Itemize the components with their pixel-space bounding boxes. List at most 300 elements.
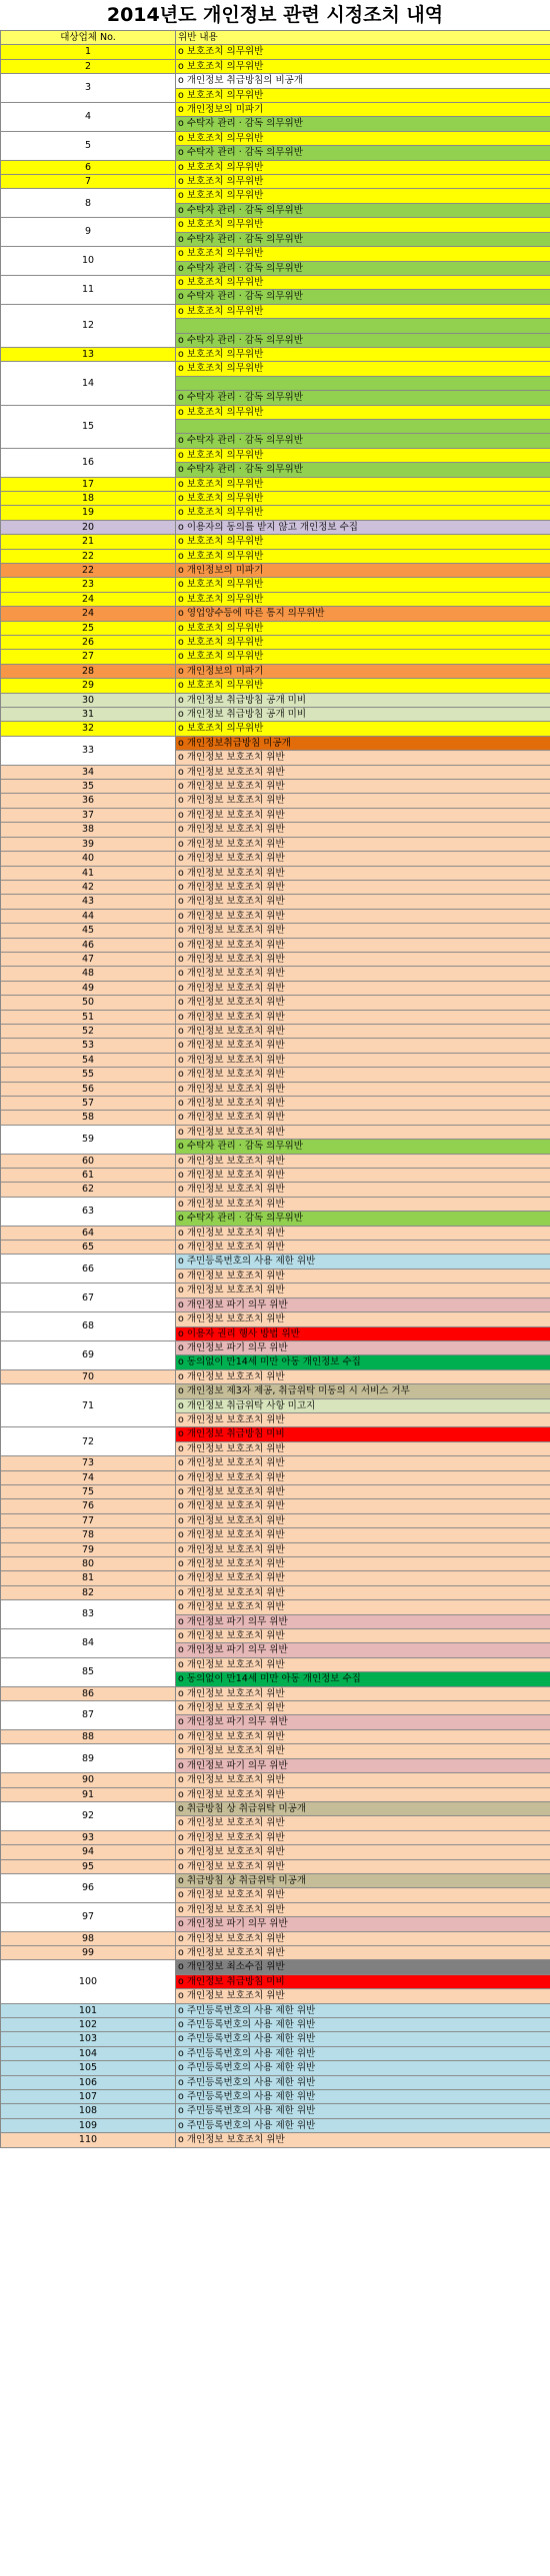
- violation-text: o 개인정보 보호조치 위반: [176, 808, 550, 822]
- table-row: [1, 1470, 550, 1484]
- table-row: [1, 2018, 550, 2032]
- table-row: [1, 1456, 550, 1470]
- table-row: [1, 218, 550, 232]
- table-row: [1, 1830, 550, 1844]
- violation-text: o 수탁자 관리 · 감독 의무위반: [176, 463, 550, 477]
- company-number: 46: [1, 938, 176, 952]
- violation-text: o 보호조치 의무위반: [176, 189, 550, 203]
- company-number: 67: [1, 1284, 176, 1312]
- company-number: 16: [1, 448, 176, 477]
- table-row: [1, 2090, 550, 2104]
- violation-text: o 보호조치 의무위반: [176, 549, 550, 563]
- violation-text: o 개인정보 보호조치 위반: [176, 1571, 550, 1585]
- table-row: [1, 1801, 550, 1815]
- company-number: 22: [1, 563, 176, 577]
- violation-text: o 개인정보 보호조치 위반: [176, 1111, 550, 1125]
- violation-text: o 개인정보 보호조치 위반: [176, 1226, 550, 1240]
- table-row: [1, 967, 550, 981]
- violation-text: o 개인정보 보호조치 위반: [176, 1082, 550, 1096]
- violation-text: o 개인정보 보호조치 위반: [176, 924, 550, 938]
- violation-text: o 개인정보 보호조치 위반: [176, 1499, 550, 1513]
- company-number: 99: [1, 1945, 176, 1959]
- violation-text: o 보호조치 의무위반: [176, 592, 550, 606]
- violation-text: o 개인정보 제3자 제공, 취급위탁 미동의 시 서비스 거부: [176, 1384, 550, 1398]
- table-row: [1, 491, 550, 505]
- violation-text: o 개인정보 보호조치 위반: [176, 1470, 550, 1484]
- company-number: 22: [1, 549, 176, 563]
- company-number: 59: [1, 1125, 176, 1154]
- violation-text: o 개인정보 보호조치 위반: [176, 1845, 550, 1859]
- table-row: [1, 895, 550, 909]
- company-number: 39: [1, 837, 176, 851]
- violation-text: o 개인정보 보호조치 위반: [176, 1284, 550, 1297]
- table-header-row: [1, 31, 550, 45]
- company-number: 2: [1, 59, 176, 73]
- violation-text: o 개인정보 보호조치 위반: [176, 1686, 550, 1700]
- table-row: [1, 1197, 550, 1211]
- table-row: [1, 1513, 550, 1527]
- violation-text: o 보호조치 의무위반: [176, 448, 550, 462]
- company-number: 64: [1, 1226, 176, 1240]
- table-row: [1, 1557, 550, 1571]
- violation-text: o 개인정보 보호조치 위반: [176, 1010, 550, 1024]
- company-number: 106: [1, 2075, 176, 2089]
- violation-text: o 개인정보 보호조치 위반: [176, 1859, 550, 1873]
- violation-text: o 보호조치 의무위반: [176, 362, 550, 376]
- violation-text: o 개인정보 보호조치 위반: [176, 1125, 550, 1139]
- violation-text: o 주민등록번호의 사용 제한 위반: [176, 2003, 550, 2017]
- company-number: 74: [1, 1470, 176, 1484]
- company-number: 85: [1, 1657, 176, 1686]
- table-row: [1, 1284, 550, 1297]
- table-row: [1, 650, 550, 664]
- violation-text: o 개인정보 보호조치 위반: [176, 1441, 550, 1455]
- table-row: [1, 1701, 550, 1715]
- violation-text: o 취급방침 상 취급위탁 미공개: [176, 1873, 550, 1887]
- violation-text: o 보호조치 의무위반: [176, 679, 550, 693]
- table-row: [1, 708, 550, 722]
- violation-text: o 주민등록번호의 사용 제한 위반: [176, 2061, 550, 2075]
- violation-text: o 개인정보 보호조치 위반: [176, 1024, 550, 1038]
- table-row: [1, 477, 550, 491]
- table-row: [1, 1657, 550, 1671]
- company-number: 38: [1, 823, 176, 837]
- table-row: [1, 1039, 550, 1053]
- company-number: 56: [1, 1082, 176, 1096]
- table-row: [1, 1024, 550, 1038]
- violation-text: o 주민등록번호의 사용 제한 위반: [176, 2104, 550, 2118]
- violation-text: o 개인정보 보호조치 위반: [176, 751, 550, 765]
- violation-text: o 보호조치 의무위반: [176, 636, 550, 650]
- violation-text: o 보호조치 의무위반: [176, 160, 550, 174]
- table-row: [1, 520, 550, 534]
- table-row: [1, 131, 550, 145]
- table-row: [1, 2075, 550, 2089]
- violation-text: o 개인정보 취급방침 공개 미비: [176, 693, 550, 707]
- company-number: 13: [1, 347, 176, 361]
- company-number: 48: [1, 967, 176, 981]
- violation-text: o 개인정보의 미파기: [176, 664, 550, 678]
- table-row: [1, 880, 550, 894]
- violation-text: o 보호조치 의무위반: [176, 59, 550, 73]
- table-row: [1, 2061, 550, 2075]
- violation-text: o 개인정보 보호조치 위반: [176, 1989, 550, 2003]
- table-row: [1, 722, 550, 736]
- table-row: [1, 1068, 550, 1082]
- table-row: [1, 1945, 550, 1959]
- company-number: 17: [1, 477, 176, 491]
- table-row: [1, 924, 550, 938]
- violation-text: o 동의없이 만14세 미만 아동 개인정보 수집: [176, 1355, 550, 1369]
- violation-text: o 개인정보 보호조치 위반: [176, 1241, 550, 1255]
- company-number: 96: [1, 1873, 176, 1902]
- company-number: 70: [1, 1369, 176, 1383]
- violation-text: o 영업양수등에 따른 통지 의무위반: [176, 607, 550, 621]
- violation-text: o 개인정보 보호조치 위반: [176, 794, 550, 808]
- table-row: [1, 362, 550, 376]
- table-row: [1, 1183, 550, 1197]
- violation-text: o 개인정보 보호조치 위반: [176, 1053, 550, 1067]
- violation-text: o 이용자 권리 행사 방법 위반: [176, 1326, 550, 1340]
- company-number: 24: [1, 607, 176, 621]
- company-number: 26: [1, 636, 176, 650]
- violation-text: o 개인정보 파기 의무 위반: [176, 1758, 550, 1772]
- violation-text: o 개인정보 보호조치 위반: [176, 866, 550, 880]
- violation-text: o 수탁자 관리 · 감독 의무위반: [176, 1212, 550, 1226]
- table-row: [1, 405, 550, 419]
- violation-text: o 개인정보 보호조치 위반: [176, 1902, 550, 1916]
- table-row: [1, 852, 550, 866]
- company-number: 88: [1, 1729, 176, 1743]
- company-number: 94: [1, 1845, 176, 1859]
- violation-text: o 보호조치 의무위반: [176, 247, 550, 261]
- company-number: 84: [1, 1629, 176, 1658]
- violation-text: o 개인정보 보호조치 위반: [176, 852, 550, 866]
- violation-text: o 개인정보 보호조치 위반: [176, 1369, 550, 1383]
- violation-text: o 보호조치 의무위반: [176, 650, 550, 664]
- company-number: 30: [1, 693, 176, 707]
- company-number: 50: [1, 996, 176, 1010]
- violation-text: o 보호조치 의무위반: [176, 45, 550, 59]
- company-number: 23: [1, 578, 176, 592]
- table-row: [1, 1340, 550, 1354]
- violation-text: o 개인정보 보호조치 위반: [176, 1169, 550, 1183]
- company-number: 73: [1, 1456, 176, 1470]
- company-number: 98: [1, 1931, 176, 1945]
- violation-text: o 수탁자 관리 · 감독 의무위반: [176, 117, 550, 131]
- violation-text: o 개인정보의 미파기: [176, 563, 550, 577]
- company-number: 79: [1, 1542, 176, 1556]
- violation-text: o 수탁자 관리 · 감독 의무위반: [176, 333, 550, 347]
- violation-text: o 개인정보 보호조치 위반: [176, 1513, 550, 1527]
- company-number: 29: [1, 679, 176, 693]
- table-row: [1, 736, 550, 750]
- company-number: 87: [1, 1701, 176, 1730]
- table-row: [1, 837, 550, 851]
- table-row: [1, 1384, 550, 1398]
- company-number: 43: [1, 895, 176, 909]
- violation-text: o 개인정보 보호조치 위반: [176, 996, 550, 1010]
- table-row: [1, 1010, 550, 1024]
- table-row: [1, 2133, 550, 2147]
- company-number: 92: [1, 1801, 176, 1830]
- company-number: 90: [1, 1773, 176, 1787]
- violation-text: [176, 376, 550, 390]
- company-number: 19: [1, 506, 176, 520]
- violation-text: o 개인정보 보호조치 위반: [176, 837, 550, 851]
- violation-text: o 개인정보 취급방침 공개 미비: [176, 708, 550, 722]
- violation-text: [176, 419, 550, 433]
- company-number: 86: [1, 1686, 176, 1700]
- violation-text: o 개인정보 보호조치 위반: [176, 952, 550, 966]
- table-row: [1, 189, 550, 203]
- violation-text: o 개인정보 보호조치 위반: [176, 1312, 550, 1326]
- table-row: [1, 1369, 550, 1383]
- company-number: 100: [1, 1960, 176, 2003]
- company-number: 25: [1, 621, 176, 635]
- company-number: 108: [1, 2104, 176, 2118]
- table-row: [1, 1686, 550, 1700]
- company-number: 101: [1, 2003, 176, 2017]
- violation-text: o 개인정보 보호조치 위반: [176, 1657, 550, 1671]
- table-row: [1, 938, 550, 952]
- table-row: [1, 1629, 550, 1643]
- table-row: [1, 636, 550, 650]
- table-row: [1, 679, 550, 693]
- company-number: 69: [1, 1340, 176, 1369]
- table-row: [1, 304, 550, 318]
- company-number: 18: [1, 491, 176, 505]
- violation-text: o 수탁자 관리 · 감독 의무위반: [176, 434, 550, 448]
- company-number: 77: [1, 1513, 176, 1527]
- violation-text: o 개인정보 보호조치 위반: [176, 880, 550, 894]
- company-number: 102: [1, 2018, 176, 2032]
- table-row: [1, 45, 550, 59]
- table-row: [1, 506, 550, 520]
- violation-text: o 보호조치 의무위반: [176, 218, 550, 232]
- table-row: [1, 621, 550, 635]
- table-row: [1, 1873, 550, 1887]
- company-number: 1: [1, 45, 176, 59]
- violation-text: o 수탁자 관리 · 감독 의무위반: [176, 261, 550, 275]
- violation-text: o 보호조치 의무위반: [176, 88, 550, 102]
- company-number: 91: [1, 1787, 176, 1801]
- company-number: 40: [1, 852, 176, 866]
- table-row: [1, 765, 550, 779]
- violation-text: o 동의없이 만14세 미만 아동 개인정보 수집: [176, 1672, 550, 1686]
- table-row: [1, 1111, 550, 1125]
- company-number: 54: [1, 1053, 176, 1067]
- company-number: 45: [1, 924, 176, 938]
- table-row: [1, 808, 550, 822]
- table-row: [1, 1729, 550, 1743]
- company-number: 12: [1, 304, 176, 347]
- violation-text: o 개인정보 보호조치 위반: [176, 981, 550, 995]
- table-row: [1, 549, 550, 563]
- violation-text: o 보호조치 의무위반: [176, 131, 550, 145]
- company-number: 10: [1, 247, 176, 276]
- company-number: 34: [1, 765, 176, 779]
- violation-text: o 개인정보 파기 의무 위반: [176, 1340, 550, 1354]
- header-company-no: 대상업체 No.: [1, 31, 176, 45]
- table-row: [1, 1312, 550, 1326]
- table-row: [1, 794, 550, 808]
- table-row: [1, 1787, 550, 1801]
- table-row: [1, 1154, 550, 1168]
- table-row: [1, 448, 550, 462]
- violation-text: o 개인정보 보호조치 위반: [176, 1456, 550, 1470]
- table-row: [1, 160, 550, 174]
- violation-text: o 개인정보 보호조치 위반: [176, 1585, 550, 1599]
- table-row: [1, 1542, 550, 1556]
- table-row: [1, 1960, 550, 1974]
- company-number: 44: [1, 909, 176, 923]
- company-number: 97: [1, 1902, 176, 1931]
- violation-text: o 보호조치 의무위반: [176, 506, 550, 520]
- company-number: 61: [1, 1169, 176, 1183]
- company-number: 57: [1, 1097, 176, 1111]
- violation-text: o 개인정보 보호조치 위반: [176, 1931, 550, 1945]
- table-row: [1, 275, 550, 289]
- table-row: [1, 2046, 550, 2060]
- violation-text: o 개인정보 취급방침 미비: [176, 1974, 550, 1988]
- violation-text: o 개인정보 보호조치 위반: [176, 1542, 550, 1556]
- violation-text: o 개인정보 보호조치 위반: [176, 1629, 550, 1643]
- table-row: [1, 2032, 550, 2046]
- company-number: 15: [1, 405, 176, 448]
- company-number: 28: [1, 664, 176, 678]
- company-number: 68: [1, 1312, 176, 1341]
- table-row: [1, 909, 550, 923]
- violation-text: o 개인정보 보호조치 위반: [176, 1097, 550, 1111]
- table-row: [1, 1097, 550, 1111]
- company-number: 60: [1, 1154, 176, 1168]
- header-violation: 위반 내용: [176, 31, 550, 45]
- company-number: 75: [1, 1484, 176, 1498]
- violation-text: o 개인정보 보호조치 위반: [176, 909, 550, 923]
- table-row: [1, 1931, 550, 1945]
- table-row: [1, 1125, 550, 1139]
- company-number: 8: [1, 189, 176, 218]
- table-row: [1, 981, 550, 995]
- violation-text: o 개인정보 보호조치 위반: [176, 823, 550, 837]
- company-number: 82: [1, 1585, 176, 1599]
- violation-text: o 보호조치 의무위반: [176, 535, 550, 549]
- table-row: [1, 780, 550, 794]
- company-number: 7: [1, 175, 176, 189]
- table-row: [1, 578, 550, 592]
- violation-text: o 개인정보 파기 의무 위반: [176, 1614, 550, 1628]
- violation-text: o 개인정보 보호조치 위반: [176, 1484, 550, 1498]
- violation-text: o 개인정보 보호조치 위반: [176, 1600, 550, 1614]
- violation-text: o 개인정보 보호조치 위반: [176, 1945, 550, 1959]
- page-title: 2014년도 개인정보 관련 시정조치 내역: [106, 4, 444, 26]
- table-row: [1, 592, 550, 606]
- company-number: 104: [1, 2046, 176, 2060]
- violation-text: o 보호조치 의무위반: [176, 578, 550, 592]
- company-number: 31: [1, 708, 176, 722]
- company-number: 49: [1, 981, 176, 995]
- company-number: 80: [1, 1557, 176, 1571]
- violation-text: o 주민등록번호의 사용 제한 위반: [176, 2118, 550, 2132]
- violation-text: o 개인정보 보호조치 위반: [176, 1557, 550, 1571]
- company-number: 3: [1, 74, 176, 103]
- violation-text: o 주민등록번호의 사용 제한 위반: [176, 2046, 550, 2060]
- company-number: 47: [1, 952, 176, 966]
- violation-text: o 개인정보 취급방침 미비: [176, 1427, 550, 1441]
- violation-text: o 수탁자 관리 · 감독 의무위반: [176, 203, 550, 217]
- table-row: [1, 103, 550, 117]
- company-number: 52: [1, 1024, 176, 1038]
- violations-table: [0, 30, 550, 2148]
- violation-text: o 개인정보 보호조치 위반: [176, 1412, 550, 1426]
- table-row: [1, 952, 550, 966]
- company-number: 72: [1, 1427, 176, 1456]
- violation-text: o 수탁자 관리 · 감독 의무위반: [176, 290, 550, 304]
- company-number: 51: [1, 1010, 176, 1024]
- violation-text: o 개인정보 보호조치 위반: [176, 1068, 550, 1082]
- violation-text: o 개인정보 보호조치 위반: [176, 1830, 550, 1844]
- table-row: [1, 1528, 550, 1542]
- company-number: 109: [1, 2118, 176, 2132]
- violation-text: o 개인정보 보호조치 위반: [176, 780, 550, 794]
- violation-text: o 개인정보 취급방침의 비공개: [176, 74, 550, 88]
- violation-text: o 개인정보 보호조치 위반: [176, 1816, 550, 1830]
- company-number: 20: [1, 520, 176, 534]
- violation-text: o 개인정보 보호조치 위반: [176, 1888, 550, 1902]
- table-row: [1, 347, 550, 361]
- violation-text: o 개인정보 보호조치 위반: [176, 1787, 550, 1801]
- violation-text: o 개인정보 보호조치 위반: [176, 1528, 550, 1542]
- violation-text: o 개인정보 보호조치 위반: [176, 967, 550, 981]
- table-row: [1, 2118, 550, 2132]
- violation-text: o 개인정보취급방침 미공개: [176, 736, 550, 750]
- table-row: [1, 693, 550, 707]
- table-row: [1, 247, 550, 261]
- violation-text: o 보호조치 의무위반: [176, 477, 550, 491]
- violation-text: o 취급방침 상 취급위탁 미공개: [176, 1801, 550, 1815]
- violation-text: o 수탁자 관리 · 감독 의무위반: [176, 232, 550, 246]
- violation-text: o 수탁자 관리 · 감독 의무위반: [176, 391, 550, 405]
- table-row: [1, 1585, 550, 1599]
- table-row: [1, 1773, 550, 1787]
- violation-text: o 개인정보 보호조치 위반: [176, 1039, 550, 1053]
- violation-text: o 개인정보 보호조치 위반: [176, 765, 550, 779]
- company-number: 32: [1, 722, 176, 736]
- table-row: [1, 1845, 550, 1859]
- company-number: 62: [1, 1183, 176, 1197]
- company-number: 65: [1, 1241, 176, 1255]
- table-row: [1, 563, 550, 577]
- table-row: [1, 1859, 550, 1873]
- violation-text: o 수탁자 관리 · 감독 의무위반: [176, 146, 550, 160]
- table-row: [1, 535, 550, 549]
- company-number: 6: [1, 160, 176, 174]
- violation-text: o 개인정보 파기 의무 위반: [176, 1297, 550, 1311]
- company-number: 110: [1, 2133, 176, 2147]
- company-number: 5: [1, 131, 176, 160]
- table-row: [1, 1744, 550, 1758]
- violation-text: o 보호조치 의무위반: [176, 275, 550, 289]
- table-row: [1, 1169, 550, 1183]
- company-number: 9: [1, 218, 176, 247]
- company-number: 33: [1, 736, 176, 765]
- violation-text: o 주민등록번호의 사용 제한 위반: [176, 2018, 550, 2032]
- violation-text: o 개인정보 보호조치 위반: [176, 2133, 550, 2147]
- company-number: 36: [1, 794, 176, 808]
- company-number: 95: [1, 1859, 176, 1873]
- violation-text: o 개인정보 파기 의무 위반: [176, 1643, 550, 1657]
